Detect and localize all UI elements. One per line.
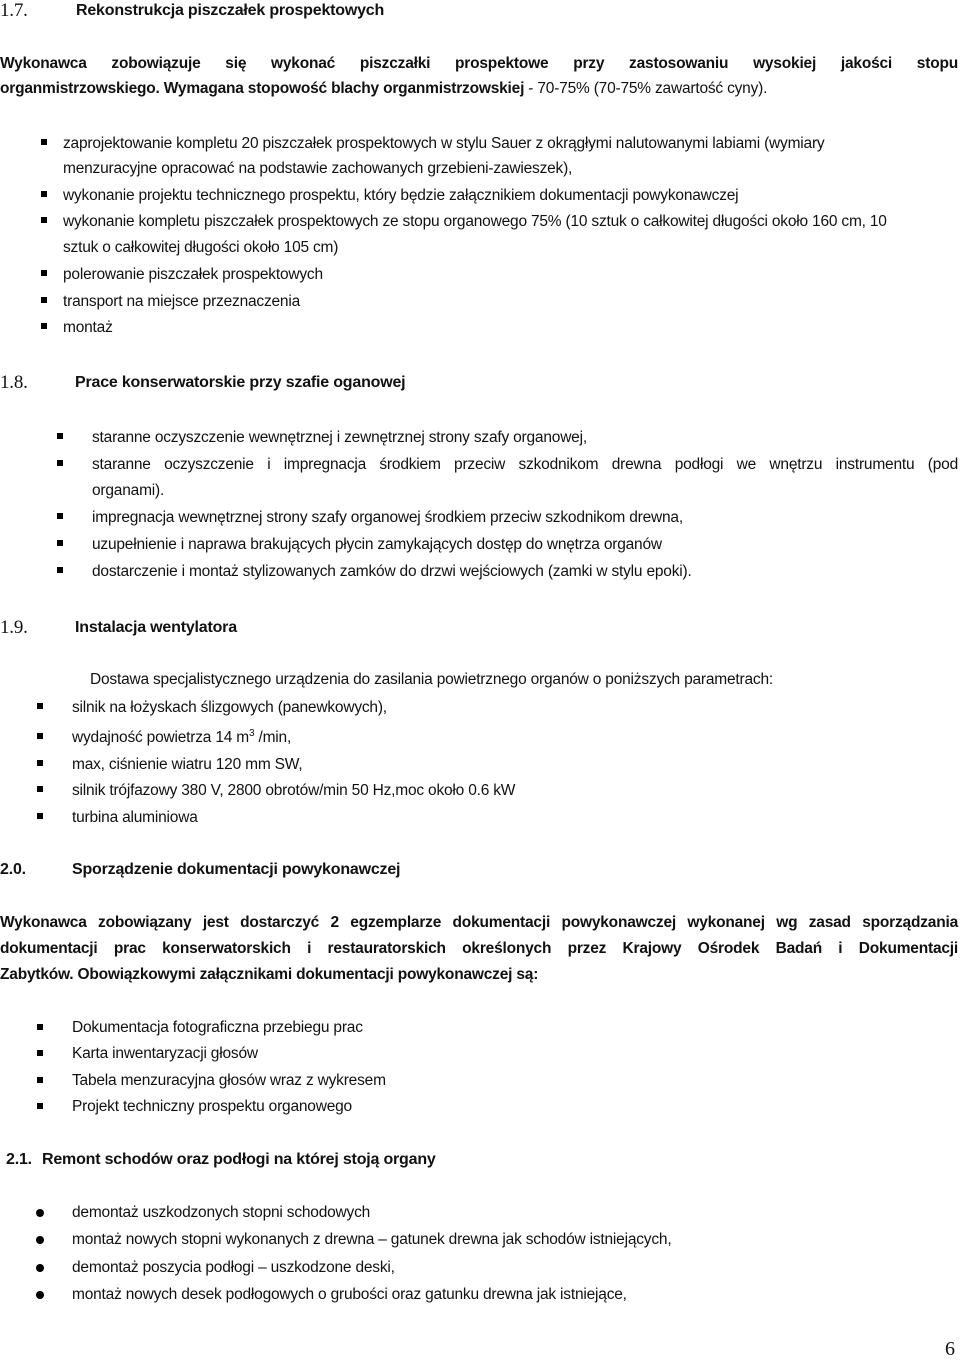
intro-line-rest: - 70-75% (70-75% zawartość cyny). [524, 80, 768, 97]
section-title: Sporządzenie dokumentacji powykonawczej [72, 861, 401, 878]
bullet-square-icon [41, 191, 47, 197]
list-item-cont: menzuracyjne opracować na podstawie zachowanych grzebieni-zawieszek), [63, 160, 573, 177]
list-item: Karta inwentaryzacji głosów [72, 1045, 258, 1062]
bullet-dot-icon [36, 1291, 44, 1299]
paragraph-line [0, 913, 958, 933]
section-number: 2.1. [6, 1151, 32, 1168]
paragraph-line: Zabytków. Obowiązkowymi załącznikami dokumentacji powykonawczej są: [0, 966, 539, 983]
bullet-square-icon [57, 540, 63, 546]
section-number: 1.7. [0, 0, 28, 21]
list-item: silnik na łożyskach ślizgowych (panewkowych), [72, 699, 387, 716]
section-title: Prace konserwatorskie przy szafie oganowej [75, 374, 406, 391]
intro-paragraph-cont [0, 80, 767, 98]
bullet-square-icon [41, 297, 47, 303]
bullet-square-icon [57, 433, 63, 439]
list-item: wykonanie projektu technicznego prospektu, który będzie załącznikiem dokumentacji powykonawczej [63, 187, 739, 204]
unit-suffix: /min, [254, 729, 292, 746]
bullet-square-icon [37, 1077, 43, 1083]
bullet-square-icon [37, 813, 43, 819]
list-item-text: wydajność powietrza 14 m [72, 729, 249, 746]
list-item: turbina aluminiowa [72, 809, 198, 826]
list-item [92, 455, 958, 475]
bullet-dot-icon [36, 1236, 44, 1244]
bullet-square-icon [37, 703, 43, 709]
list-item: max, ciśnienie wiatru 120 mm SW, [72, 756, 303, 773]
bullet-square-icon [37, 786, 43, 792]
list-item: demontaż uszkodzonych stopni schodowych [72, 1204, 371, 1221]
section-number: 2.0. [0, 861, 26, 878]
list-item: staranne oczyszczenie wewnętrznej i zewnętrznej strony szafy organowej, [92, 429, 587, 446]
list-item: montaż nowych stopni wykonanych z drewna – gatunek drewna jak schodów istniejących, [72, 1231, 672, 1248]
list-item: demontaż poszycia podłogi – uszkodzone deski, [72, 1259, 395, 1276]
intro-line-bold: organmistrzowskiego. Wymagana stopowość blachy organmistrzowskiej [0, 80, 525, 97]
list-item: Projekt techniczny prospektu organowego [72, 1098, 352, 1115]
superscript: 3 [248, 728, 255, 739]
bullet-square-icon [37, 1103, 43, 1109]
list-item: dostarczenie i montaż stylizowanych zamków do drzwi wejściowych (zamki w stylu epoki). [92, 563, 692, 580]
list-item: wykonanie kompletu piszczałek prospektowych ze stopu organowego 75% (10 sztuk o całkowitej długości około 160 cm, 10 [63, 213, 887, 230]
list-item: impregnacja wewnętrznej strony szafy organowej środkiem przeciw szkodnikom drewna, [92, 509, 683, 526]
list-item: Tabela menzuracyjna głosów wraz z wykresem [72, 1072, 386, 1089]
section-title: Rekonstrukcja piszczałek prospektowych [76, 2, 385, 19]
list-item: uzupełnienie i naprawa brakujących płycin zamykających dostęp do wnętrza organów [92, 536, 662, 553]
list-item: silnik trójfazowy 380 V, 2800 obrotów/min 50 Hz,moc około 0.6 kW [72, 782, 516, 799]
bullet-square-icon [37, 760, 43, 766]
list-item-text: staranne oczyszczenie i impregnacja środkiem przeciw szkodnikom drewna podłogi we wnętrzu instrumentu (pod [92, 456, 958, 473]
paragraph-line [0, 939, 958, 959]
bullet-square-icon [57, 567, 63, 573]
list-item: polerowanie piszczałek prospektowych [63, 266, 323, 283]
bullet-square-icon [37, 1050, 43, 1056]
list-item: montaż [63, 319, 113, 336]
bullet-square-icon [37, 733, 43, 739]
bullet-square-icon [41, 323, 47, 329]
list-item [72, 728, 291, 748]
list-item-cont: sztuk o całkowitej długości około 105 cm) [63, 239, 339, 256]
list-item: Dokumentacja fotograficzna przebiegu prac [72, 1019, 363, 1036]
bullet-dot-icon [36, 1209, 44, 1217]
paragraph-text: Wykonawca zobowiązany jest dostarczyć 2 egzemplarze dokumentacji powykonawczej wykonanej wg zasad sporządzania [0, 914, 958, 931]
intro-text: Dostawa specjalistycznego urządzenia do zasilania powietrznego organów o poniższych parametrach: [90, 671, 773, 688]
section-number: 1.9. [0, 617, 28, 638]
bullet-square-icon [41, 217, 47, 223]
section-number: 1.8. [0, 372, 28, 393]
list-item: montaż nowych desek podłogowych o grubości oraz gatunku drewna jak istniejące, [72, 1286, 627, 1303]
intro-line: Wykonawca zobowiązuje się wykonać piszczałki prospektowe przy zastosowaniu wysokiej jakości stopu [0, 55, 958, 72]
list-item-cont: organami). [92, 482, 165, 499]
bullet-square-icon [57, 460, 63, 466]
bullet-square-icon [41, 139, 47, 145]
bullet-square-icon [37, 1024, 43, 1030]
paragraph-text: dokumentacji prac konserwatorskich i restauratorskich określonych przez Krajowy Ośrodek Badań i Dokumentacji [0, 940, 958, 957]
list-item: transport na miejsce przeznaczenia [63, 293, 301, 310]
intro-paragraph [0, 55, 958, 73]
bullet-dot-icon [36, 1264, 44, 1272]
bullet-square-icon [41, 270, 47, 276]
section-title: Instalacja wentylatora [75, 619, 237, 636]
section-title: Remont schodów oraz podłogi na której stoją organy [42, 1151, 436, 1168]
list-item: zaprojektowanie kompletu 20 piszczałek prospektowych w stylu Sauer z okrągłymi nalutowanymi labiami (wymiary [63, 135, 825, 152]
page-number: 6 [945, 1338, 955, 1360]
bullet-square-icon [57, 513, 63, 519]
